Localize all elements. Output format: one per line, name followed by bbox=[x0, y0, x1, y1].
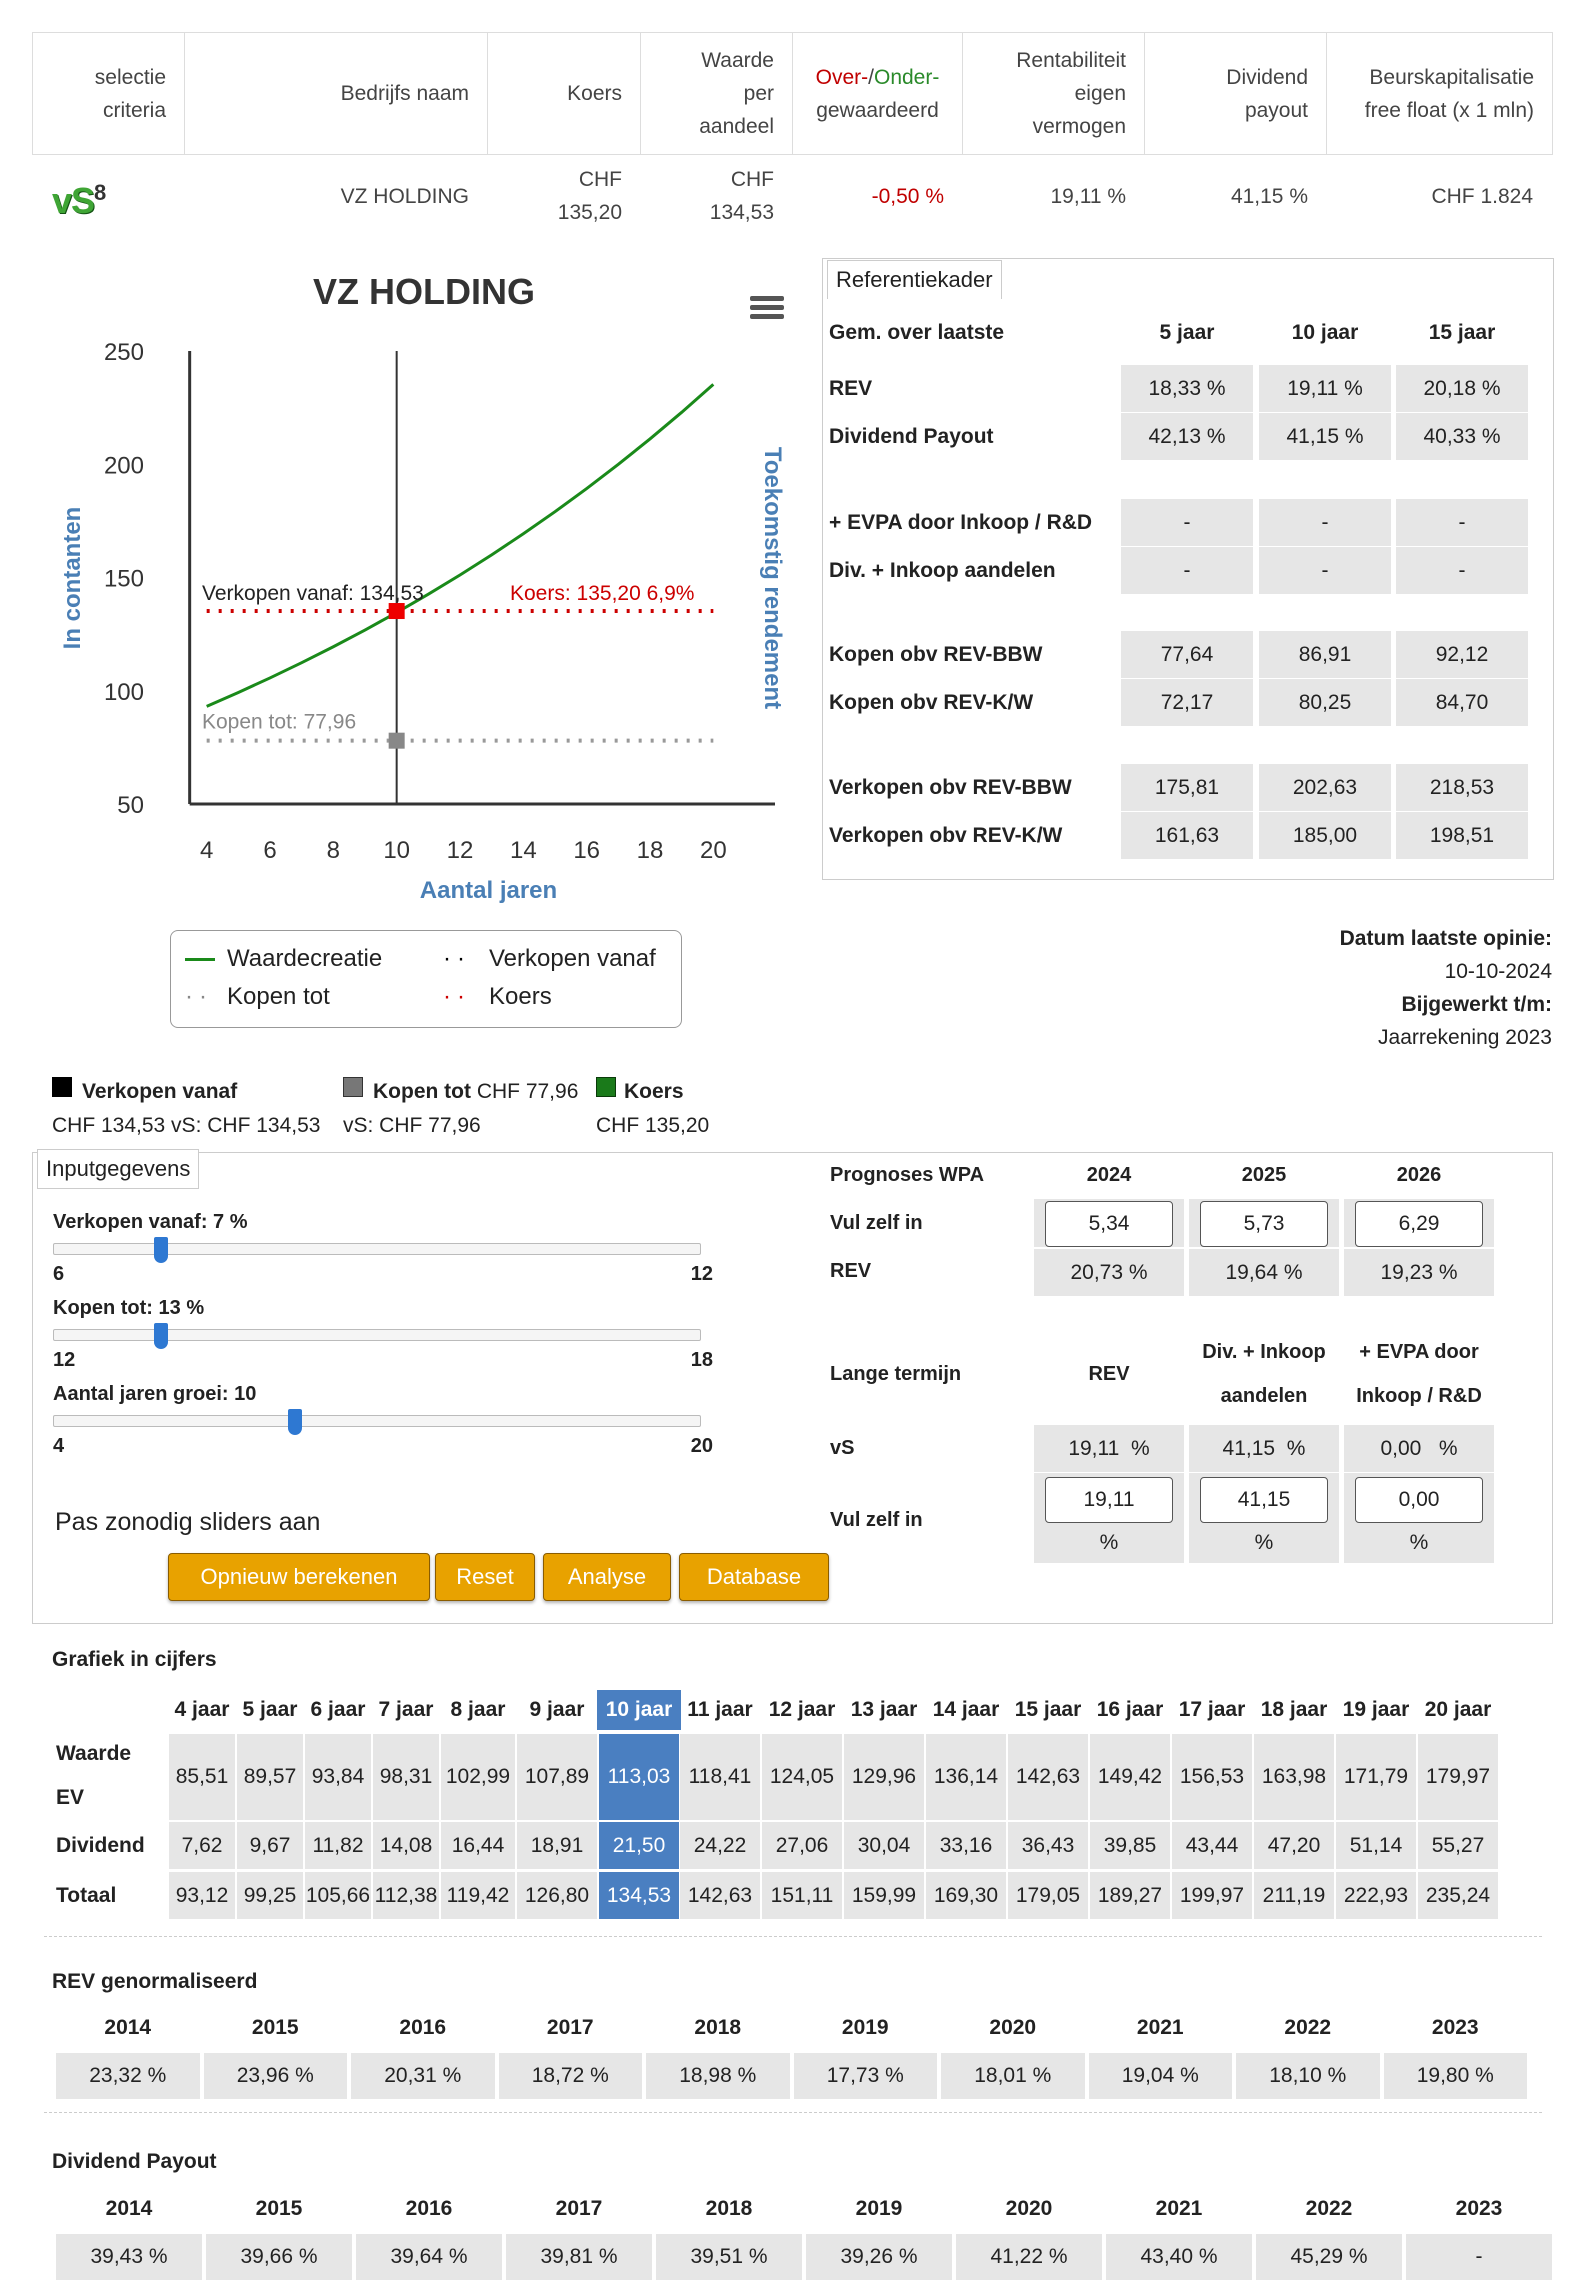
grafiek-cell: 98,31 bbox=[373, 1734, 439, 1820]
grafiek-cell: 199,97 bbox=[1172, 1872, 1252, 1919]
div_payout-value: 39,43 % bbox=[56, 2234, 202, 2280]
lt-input[interactable]: 19,11 bbox=[1045, 1477, 1173, 1523]
grafiek-cell: 21,50 bbox=[599, 1822, 679, 1869]
x-axis-label: Aantal jaren bbox=[419, 877, 558, 904]
legend-dots-koers: ·· bbox=[443, 983, 471, 1010]
grafiek-cell: 36,43 bbox=[1008, 1822, 1088, 1869]
grafiek-cell: 149,42 bbox=[1090, 1734, 1170, 1820]
div_payout-year: 2022 bbox=[1305, 2197, 1353, 2220]
recalculate-button[interactable]: Opnieuw berekenen bbox=[168, 1553, 430, 1601]
y-tick-label: 200 bbox=[103, 452, 144, 480]
rev_norm-year: 2022 bbox=[1284, 2016, 1332, 2039]
grafiek-row-label: EV bbox=[56, 1786, 85, 1809]
div_payout-year: 2017 bbox=[555, 2197, 603, 2220]
grafiek-cell: 7,62 bbox=[169, 1822, 235, 1869]
waardecreatie-line bbox=[207, 384, 714, 706]
separator bbox=[44, 1936, 1542, 1937]
grafiek-year-header[interactable]: 16 jaar bbox=[1096, 1698, 1164, 1721]
hamburger-icon[interactable] bbox=[750, 292, 784, 323]
div_payout-value: 43,40 % bbox=[1106, 2234, 1252, 2280]
prognoses-year: 2025 bbox=[1241, 1164, 1287, 1186]
pct-label: % bbox=[1409, 1531, 1429, 1554]
annot-kopen: Kopen tot: 77,96 bbox=[202, 710, 357, 734]
grafiek-cell: 39,85 bbox=[1090, 1822, 1170, 1869]
grafiek-year-header[interactable]: 17 jaar bbox=[1178, 1698, 1246, 1721]
grafiek-cell: 14,08 bbox=[373, 1822, 439, 1869]
grafiek-row-label: Dividend bbox=[56, 1834, 145, 1857]
wpa-input[interactable]: 5,73 bbox=[1200, 1201, 1328, 1247]
grafiek-year-header[interactable]: 15 jaar bbox=[1014, 1698, 1082, 1721]
legend-verkopen[interactable]: Verkopen vanaf bbox=[489, 945, 656, 972]
ref-row-label: Div. + Inkoop aandelen bbox=[829, 559, 1056, 582]
ref-head-label: Gem. over laatste bbox=[829, 321, 1005, 344]
kopen-swatch bbox=[343, 1077, 363, 1097]
legend-kopen[interactable]: Kopen tot bbox=[227, 983, 330, 1010]
ref-cell: 185,00 bbox=[1259, 812, 1391, 859]
database-button[interactable]: Database bbox=[679, 1553, 829, 1601]
ref-cell: 198,51 bbox=[1396, 812, 1528, 859]
grafiek-cell: 159,99 bbox=[844, 1872, 924, 1919]
grafiek-cell: 211,19 bbox=[1254, 1872, 1334, 1919]
grafiek-row-label: Waarde bbox=[56, 1742, 132, 1765]
ref-cell: 77,64 bbox=[1121, 631, 1253, 678]
ref-row-label: + EVPA door Inkoop / R&D bbox=[829, 511, 1093, 534]
col-waarde[interactable]: Waarde per aandeel bbox=[641, 33, 793, 154]
legend-line-waardecreatie bbox=[185, 958, 215, 961]
grafiek-cell: 89,57 bbox=[237, 1734, 303, 1820]
col-selectie[interactable]: selectie criteria bbox=[33, 33, 185, 154]
bijgewerkt-value: Jaarrekening 2023 bbox=[1378, 1026, 1552, 1049]
grafiek-cell: 126,80 bbox=[517, 1872, 597, 1919]
grafiek-cell: 235,24 bbox=[1418, 1872, 1498, 1919]
grafiek-year-header[interactable]: 7 jaar bbox=[378, 1698, 434, 1721]
gewaardeerd-label: gewaardeerd bbox=[816, 98, 939, 122]
grafiek-cell: 18,91 bbox=[517, 1822, 597, 1869]
div_payout-year: 2019 bbox=[855, 2197, 903, 2220]
rev_norm-year: 2018 bbox=[694, 2016, 742, 2039]
rev_norm-value: 18,72 % bbox=[499, 2053, 643, 2099]
grafiek-year-header[interactable]: 19 jaar bbox=[1342, 1698, 1410, 1721]
analyse-button[interactable]: Analyse bbox=[543, 1553, 671, 1601]
reset-button[interactable]: Reset bbox=[435, 1553, 535, 1601]
grafiek-cell: 134,53 bbox=[599, 1872, 679, 1919]
grafiek-cell: 43,44 bbox=[1172, 1822, 1252, 1869]
grafiek-cell: 102,99 bbox=[441, 1734, 515, 1820]
grafiek-cell: 47,20 bbox=[1254, 1822, 1334, 1869]
rev_norm-value: 18,98 % bbox=[646, 2053, 790, 2099]
rev_norm-year: 2016 bbox=[399, 2016, 447, 2039]
payout-value: 41,15 % bbox=[1230, 184, 1308, 208]
chart-legend bbox=[170, 930, 682, 1028]
vs-label: vS bbox=[830, 1437, 855, 1459]
ref-cell: - bbox=[1396, 499, 1528, 546]
ref-cell: 84,70 bbox=[1396, 679, 1528, 726]
col-div2: aandelen bbox=[1220, 1385, 1308, 1407]
vs-logo: $vS^8$ bbox=[52, 179, 106, 221]
y2-axis-label: Toekomstig rendement bbox=[759, 446, 786, 710]
onder-label: Onder- bbox=[873, 65, 940, 89]
sep-label: / bbox=[868, 65, 874, 89]
header-row bbox=[32, 32, 1553, 155]
grafiek-cell: 99,25 bbox=[237, 1872, 303, 1919]
company-name[interactable]: VZ HOLDING bbox=[340, 184, 469, 208]
pct-label: % bbox=[1254, 1531, 1274, 1554]
grafiek-cell: 9,67 bbox=[237, 1822, 303, 1869]
grafiek-cell: 107,89 bbox=[517, 1734, 597, 1820]
grafiek-year-header[interactable]: 13 jaar bbox=[850, 1698, 918, 1721]
slider-max: 18 bbox=[690, 1349, 713, 1371]
rev_norm-value: 20,31 % bbox=[351, 2053, 495, 2099]
ref-cell: 175,81 bbox=[1121, 764, 1253, 811]
grafiek-cell: 33,16 bbox=[926, 1822, 1006, 1869]
koers-marker bbox=[389, 603, 405, 619]
slider-note: Pas zonodig sliders aan bbox=[55, 1508, 321, 1536]
div_payout-value: 39,64 % bbox=[356, 2234, 502, 2280]
slider-track[interactable] bbox=[53, 1329, 701, 1341]
div_payout-year: 2016 bbox=[405, 2197, 453, 2220]
col-rentabiliteit[interactable]: Rentabiliteit eigen vermogen bbox=[963, 33, 1145, 154]
rev-label: REV bbox=[830, 1260, 872, 1282]
grafiek-cell: 142,63 bbox=[680, 1872, 760, 1919]
rev_norm-year: 2015 bbox=[251, 2016, 299, 2039]
bijgewerkt-label: Bijgewerkt t/m: bbox=[1401, 993, 1552, 1016]
slider-thumb[interactable] bbox=[154, 1237, 168, 1263]
koers-value: CHF 135,20 bbox=[557, 168, 622, 224]
grafiek-cell: 113,03 bbox=[599, 1734, 679, 1820]
rev_norm-value: 23,32 % bbox=[56, 2053, 200, 2099]
grafiek-year-header[interactable]: 10 jaar bbox=[597, 1690, 681, 1730]
div_payout-value: 39,66 % bbox=[206, 2234, 352, 2280]
rev-prog: 19,23 % bbox=[1344, 1249, 1494, 1296]
col-evpa2: Inkoop / R&D bbox=[1356, 1385, 1482, 1407]
kopen-value: vS: CHF 77,96 bbox=[343, 1114, 481, 1137]
kopen-label-wrap bbox=[373, 1080, 578, 1104]
annot-koers: Koers: 135,20 6,9% bbox=[510, 582, 695, 606]
grafiek-cell: 124,05 bbox=[762, 1734, 842, 1820]
kopen-chf: CHF 77,96 bbox=[476, 1080, 579, 1103]
grafiek-cell: 142,63 bbox=[1008, 1734, 1088, 1820]
grafiek-cell: 171,79 bbox=[1336, 1734, 1416, 1820]
rev-norm-title: REV genormaliseerd bbox=[52, 1970, 258, 1993]
grafiek-cell: 30,04 bbox=[844, 1822, 924, 1869]
grafiek-cell: 85,51 bbox=[169, 1734, 235, 1820]
grafiek-year-header[interactable]: 9 jaar bbox=[529, 1698, 585, 1721]
grafiek-cell: 27,06 bbox=[762, 1822, 842, 1869]
col-beurskap[interactable]: Beurskapitalisatie free float (x 1 mln) bbox=[1364, 65, 1534, 122]
vs-value: 41,15 % bbox=[1189, 1425, 1339, 1472]
rev_norm-value: 19,80 % bbox=[1384, 2053, 1528, 2099]
rev_norm-year: 2023 bbox=[1431, 2016, 1479, 2039]
x-tick-label: 14 bbox=[509, 837, 537, 864]
rev_norm-value: 18,10 % bbox=[1236, 2053, 1380, 2099]
legend-dots-kopen: ·· bbox=[185, 983, 213, 1010]
ref-cell: - bbox=[1121, 547, 1253, 594]
lange-label: Lange termijn bbox=[830, 1363, 962, 1385]
ref-cell: 161,63 bbox=[1121, 812, 1253, 859]
ref-row-label: Verkopen obv REV-BBW bbox=[829, 776, 1072, 799]
kopen-label: Kopen tot bbox=[373, 1080, 471, 1103]
ref-cell: 19,11 % bbox=[1259, 365, 1391, 412]
waarde-value: CHF 134,53 bbox=[709, 168, 774, 224]
x-tick-label: 4 bbox=[199, 837, 214, 864]
grafiek-year-header[interactable]: 12 jaar bbox=[768, 1698, 836, 1721]
ref-cell: 18,33 % bbox=[1121, 365, 1253, 412]
vul-label: Vul zelf in bbox=[830, 1212, 923, 1234]
grafiek-cell: 129,96 bbox=[844, 1734, 924, 1820]
ref-row-label: Kopen obv REV-BBW bbox=[829, 643, 1043, 666]
ref-head-year: 5 jaar bbox=[1159, 321, 1215, 344]
col-rev: REV bbox=[1088, 1363, 1130, 1385]
rev_norm-year: 2020 bbox=[989, 2016, 1037, 2039]
slider-track[interactable] bbox=[53, 1415, 701, 1427]
div_payout-year: 2014 bbox=[105, 2197, 153, 2220]
col-div1: Div. + Inkoop bbox=[1202, 1341, 1326, 1363]
col-over-onder[interactable] bbox=[793, 33, 963, 154]
annot-verkopen: Verkopen vanaf: 134,53 bbox=[202, 582, 424, 606]
datum-label: Datum laatste opinie: bbox=[1339, 927, 1552, 950]
slider-label: Aantal jaren groei: 10 bbox=[53, 1383, 257, 1405]
div_payout-year: 2021 bbox=[1155, 2197, 1203, 2220]
y-tick-label: 100 bbox=[103, 678, 144, 706]
slider-max: 12 bbox=[690, 1263, 713, 1285]
ref-cell: - bbox=[1259, 499, 1391, 546]
y-tick-label: 150 bbox=[103, 565, 144, 593]
grafiek-year-header[interactable]: 8 jaar bbox=[450, 1698, 506, 1721]
ref-row-label: REV bbox=[829, 377, 873, 400]
grafiek-year-header[interactable]: 4 jaar bbox=[174, 1698, 230, 1721]
rev_norm-value: 23,96 % bbox=[204, 2053, 348, 2099]
tab-inputgegevens[interactable]: Inputgegevens bbox=[37, 1149, 199, 1189]
div_payout-year: 2023 bbox=[1455, 2197, 1503, 2220]
grafiek-cell: 93,12 bbox=[169, 1872, 235, 1919]
grafiek-cell: 118,41 bbox=[680, 1734, 760, 1820]
grafiek-cell: 93,84 bbox=[305, 1734, 371, 1820]
grafiek-cell: 189,27 bbox=[1090, 1872, 1170, 1919]
ref-cell: 40,33 % bbox=[1396, 413, 1528, 460]
chart-title: VZ HOLDING bbox=[313, 271, 535, 312]
grafiek-cell: 163,98 bbox=[1254, 1734, 1334, 1820]
grafiek-cell: 169,30 bbox=[926, 1872, 1006, 1919]
grafiek-year-header[interactable]: 5 jaar bbox=[242, 1698, 298, 1721]
grafiek-cell: 11,82 bbox=[305, 1822, 371, 1869]
grafiek-cell: 136,14 bbox=[926, 1734, 1006, 1820]
ref-cell: 72,17 bbox=[1121, 679, 1253, 726]
ref-cell: - bbox=[1396, 547, 1528, 594]
col-evpa1: + EVPA door bbox=[1359, 1341, 1479, 1363]
rev_norm-year: 2021 bbox=[1136, 2016, 1184, 2039]
x-tick-label: 20 bbox=[699, 837, 727, 864]
lt-input[interactable]: 0,00 bbox=[1355, 1477, 1483, 1523]
ref-head-year: 10 jaar bbox=[1291, 321, 1359, 344]
input-panel bbox=[32, 1152, 1553, 1624]
rev_norm-value: 19,04 % bbox=[1089, 2053, 1233, 2099]
div_payout-value: - bbox=[1406, 2234, 1552, 2280]
over-label: Over- bbox=[815, 65, 869, 89]
vul2-label: Vul zelf in bbox=[830, 1509, 923, 1531]
grafiek-cell: 156,53 bbox=[1172, 1734, 1252, 1820]
rev_norm-year: 2019 bbox=[841, 2016, 889, 2039]
col-koers[interactable]: Koers bbox=[488, 33, 641, 154]
ref-row-label: Kopen obv REV-K/W bbox=[829, 691, 1034, 714]
kopen-marker bbox=[389, 733, 405, 749]
grafiek-cell: 105,66 bbox=[305, 1872, 371, 1919]
x-tick-label: 16 bbox=[573, 837, 601, 864]
ref-cell: 41,15 % bbox=[1259, 413, 1391, 460]
div-payout-title: Dividend Payout bbox=[52, 2150, 217, 2173]
div_payout-year: 2020 bbox=[1005, 2197, 1053, 2220]
koers-swatch bbox=[596, 1077, 616, 1097]
ref-cell: 20,18 % bbox=[1396, 365, 1528, 412]
rev_norm-year: 2014 bbox=[104, 2016, 152, 2039]
vs-value: 0,00 % bbox=[1344, 1425, 1494, 1472]
x-tick-label: 12 bbox=[446, 837, 474, 864]
prognoses-title: Prognoses WPA bbox=[830, 1164, 985, 1186]
grafiek-title: Grafiek in cijfers bbox=[52, 1648, 217, 1671]
y-tick-label: 50 bbox=[117, 792, 144, 819]
koers-label: Koers bbox=[624, 1080, 684, 1103]
grafiek-year-header[interactable]: 14 jaar bbox=[932, 1698, 1000, 1721]
wpa-input[interactable]: 5,34 bbox=[1045, 1201, 1173, 1247]
legend-waardecreatie[interactable]: Waardecreatie bbox=[227, 945, 383, 972]
rev-prog: 20,73 % bbox=[1034, 1249, 1184, 1296]
div_payout-value: 39,26 % bbox=[806, 2234, 952, 2280]
grafiek-cell: 179,97 bbox=[1418, 1734, 1498, 1820]
div_payout-value: 45,29 % bbox=[1256, 2234, 1402, 2280]
ref-row-label: Dividend Payout bbox=[829, 425, 994, 448]
slider-min: 12 bbox=[53, 1349, 76, 1371]
grafiek-year-header[interactable]: 20 jaar bbox=[1424, 1698, 1492, 1721]
grafiek-year-header[interactable]: 11 jaar bbox=[687, 1698, 753, 1721]
slider-thumb[interactable] bbox=[288, 1409, 302, 1435]
rev-value: 19,11 % bbox=[1050, 184, 1126, 208]
lt-input[interactable]: 41,15 bbox=[1200, 1477, 1328, 1523]
y-axis-label: In contanten bbox=[59, 506, 86, 650]
onderover-value: -0,50 % bbox=[871, 184, 944, 208]
slider-thumb[interactable] bbox=[154, 1323, 168, 1349]
wpa-input[interactable]: 6,29 bbox=[1355, 1201, 1483, 1247]
prognoses-year: 2024 bbox=[1086, 1164, 1132, 1186]
grafiek-cell: 24,22 bbox=[680, 1822, 760, 1869]
grafiek-cell: 119,42 bbox=[441, 1872, 515, 1919]
slider-max: 20 bbox=[690, 1435, 713, 1457]
col-bedrijfsnaam[interactable]: Bedrijfs naam bbox=[185, 33, 488, 154]
grafiek-year-header[interactable]: 6 jaar bbox=[310, 1698, 366, 1721]
ref-head-year: 15 jaar bbox=[1428, 321, 1496, 344]
x-tick-label: 10 bbox=[383, 837, 411, 864]
legend-koers[interactable]: Koers bbox=[489, 983, 552, 1010]
x-tick-label: 18 bbox=[636, 837, 664, 864]
referentiekader-panel bbox=[822, 258, 1554, 880]
ref-cell: 92,12 bbox=[1396, 631, 1528, 678]
div_payout-year: 2015 bbox=[255, 2197, 303, 2220]
div_payout-year: 2018 bbox=[705, 2197, 753, 2220]
ref-cell: - bbox=[1259, 547, 1391, 594]
div_payout-value: 41,22 % bbox=[956, 2234, 1102, 2280]
pct-label: % bbox=[1099, 1531, 1119, 1554]
slider-min: 6 bbox=[53, 1263, 65, 1285]
grafiek-cell: 16,44 bbox=[441, 1822, 515, 1869]
grafiek-cell: 151,11 bbox=[762, 1872, 842, 1919]
prognoses-year: 2026 bbox=[1396, 1164, 1442, 1186]
ref-cell: 80,25 bbox=[1259, 679, 1391, 726]
company-row[interactable] bbox=[32, 158, 1551, 234]
x-tick-label: 6 bbox=[263, 837, 277, 864]
legend-dots-verkopen: ·· bbox=[443, 945, 471, 972]
grafiek-row-label: Totaal bbox=[56, 1884, 117, 1907]
x-tick-label: 8 bbox=[326, 837, 341, 864]
slider-label: Verkopen vanaf: 7 % bbox=[53, 1211, 248, 1233]
chart-container bbox=[32, 258, 815, 1056]
col-dividend[interactable]: Dividend payout bbox=[1145, 33, 1327, 154]
div_payout-value: 39,81 % bbox=[506, 2234, 652, 2280]
slider-track[interactable] bbox=[53, 1243, 701, 1255]
ref-cell: 218,53 bbox=[1396, 764, 1528, 811]
tab-referentiekader[interactable]: Referentiekader bbox=[827, 260, 1002, 299]
div_payout-value: 39,51 % bbox=[656, 2234, 802, 2280]
ref-cell: 202,63 bbox=[1259, 764, 1391, 811]
rev_norm-year: 2017 bbox=[546, 2016, 594, 2039]
grafiek-cell: 179,05 bbox=[1008, 1872, 1088, 1919]
y-tick-label: 250 bbox=[103, 339, 144, 366]
grafiek-cell: 51,14 bbox=[1336, 1822, 1416, 1869]
ref-cell: - bbox=[1121, 499, 1253, 546]
verkopen-swatch bbox=[52, 1077, 72, 1097]
ref-cell: 42,13 % bbox=[1121, 413, 1253, 460]
rev_norm-value: 17,73 % bbox=[794, 2053, 938, 2099]
ref-row-label: Verkopen obv REV-K/W bbox=[829, 824, 1063, 847]
grafiek-cell: 222,93 bbox=[1336, 1872, 1416, 1919]
grafiek-cell: 55,27 bbox=[1418, 1822, 1498, 1869]
grafiek-year-header[interactable]: 18 jaar bbox=[1260, 1698, 1328, 1721]
grafiek-cell: 112,38 bbox=[373, 1872, 439, 1919]
verkopen-value: CHF 134,53 vS: CHF 134,53 bbox=[52, 1114, 321, 1137]
vs-value: 19,11 % bbox=[1034, 1425, 1184, 1472]
slider-min: 4 bbox=[53, 1435, 65, 1457]
separator bbox=[44, 2112, 1542, 2113]
datum-value: 10-10-2024 bbox=[1444, 960, 1552, 983]
verkopen-label: Verkopen vanaf bbox=[82, 1080, 238, 1103]
rev_norm-value: 18,01 % bbox=[941, 2053, 1085, 2099]
ref-cell: 86,91 bbox=[1259, 631, 1391, 678]
koers-value: CHF 135,20 bbox=[596, 1114, 710, 1137]
rev-prog: 19,64 % bbox=[1189, 1249, 1339, 1296]
kap-value: CHF 1.824 bbox=[1431, 184, 1533, 208]
slider-label: Kopen tot: 13 % bbox=[53, 1297, 205, 1319]
